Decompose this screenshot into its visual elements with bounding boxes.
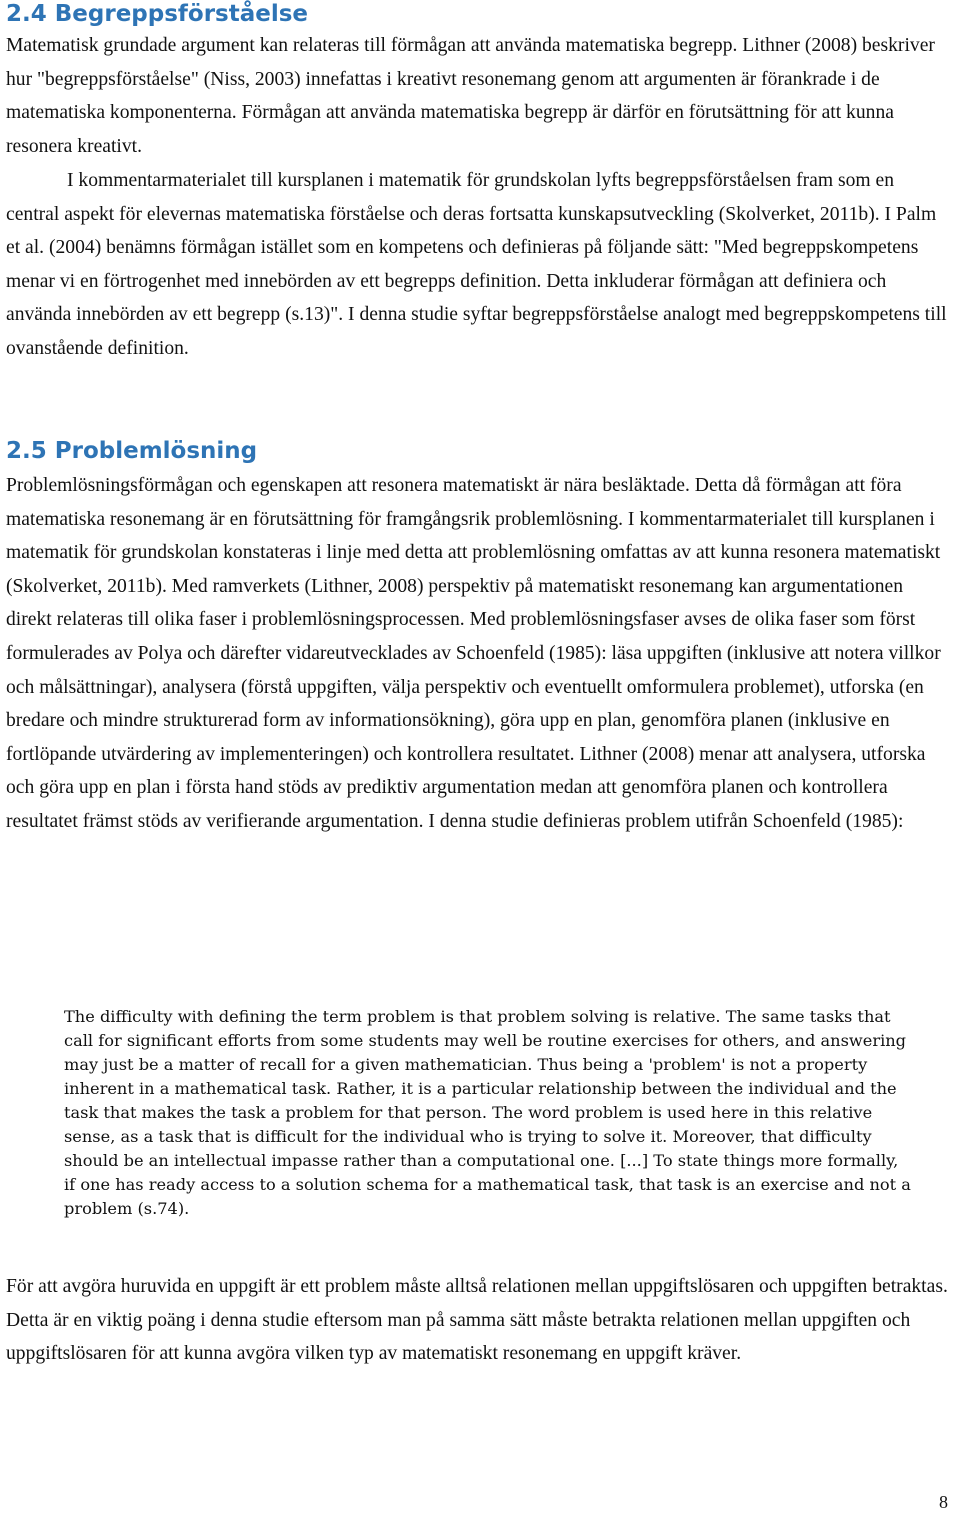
paragraph-begreppsforstaelse-intro: Matematisk grundade argument kan relateras till förmågan att använda matematiska begrepp. Lithner (2008) beskriver hur "begreppsförståelse" (Niss, 2003) innefattas i kreativt resonemang genom att argumenten är förankrade i de matematiska komponenterna. Förmågan att använda matematiska begrepp är därför en förutsättning för att kunna resonera kreativt. [6,35,935,157]
page-number: 8 [939,1492,948,1512]
section-heading-begreppsforstaelse: 2.4 Begreppsförståelse [6,1,309,27]
block-quote-schoenfeld: The difficulty with defining the term problem is that problem solving is relative. The same tasks that call for significant efforts from some students may well be routine exercises for others, and answering may just be a matter of recall for a given mathematician. Thus being a 'problem' is not a property inherent in a mathematical task. Rather, it is a particular relationship between the individual and the task that makes the task a problem for that person. The word problem is used here in this relative sense, as a task that is difficult for the individual who is trying to solve it. Moreover, that difficulty should be an intellectual impasse rather than a computational one. [...] To state things more formally, if one has ready access to a solution schema for a mathematical task, that task is an exercise and not a problem (s.74). [64,1007,911,1218]
paragraph-begreppsforstaelse-kommentar: I kommentarmaterialet till kursplanen i matematik för grundskolan lyfts begreppsförståelsen fram som en central aspekt för elevernas matematiska förståelse och deras fortsatta kunskapsutveckling (Skolverket, 2011b). I Palm et al. (2004) benämns förmågan istället som en kompetens och definieras på följande sätt: "Med begreppskompetens menar vi en förtrogenhet med innebörden av ett begrepps definition. Detta inkluderar förmågan att definiera och använda innebörden av ett begrepp (s.13)". I denna studie syftar begreppsförståelse analogt med begreppskompetens till ovanstående definition. [6,170,947,359]
paragraph-problemlosning-closing: För att avgöra huruvida en uppgift är ett problem måste alltså relationen mellan uppgiftslösaren och uppgiften betraktas. Detta är en viktig poäng i denna studie eftersom man på samma sätt måste betrakta relationen mellan uppgiften och uppgiftslösaren för att kunna avgöra vilken typ av matematiskt resonemang en uppgift kräver. [6,1276,948,1365]
section-heading-problemlosning: 2.5 Problemlösning [6,438,258,464]
paragraph-problemlosning-body: Problemlösningsförmågan och egenskapen att resonera matematiskt är nära besläktade. Detta då förmågan att föra matematiska resonemang är en förutsättning för framgångsrik problemlösning. I kommentarmaterialet till kursplanen i matematik för grundskolan konstateras i linje med detta att problemlösning omfattas av att kunna resonera matematiskt (Skolverket, 2011b). Med ramverkets (Lithner, 2008) perspektiv på matematiskt resonemang kan argumentationen direkt relateras till olika faser i problemlösningsprocessen. Med problemlösningsfaser avses de olika faser som först formulerades av Polya och därefter vidareutvecklades av Schoenfeld (1985): läsa uppgiften (inklusive att notera villkor och målsättningar), analysera (förstå uppgiften, välja perspektiv och eventuellt omformulera problemet), utforska (en bredare och mindre strukturerad form av informationsökning), göra upp en plan, genomföra planen (inklusive en fortlöpande utvärdering av implementeringen) och kontrollera resultatet. Lithner (2008) menar att analysera, utforska och göra upp en plan i första hand stöds av prediktiv argumentation medan att genomföra planen och kontrollera resultatet främst stöds av verifierande argumentation. I denna studie definieras problem utifrån Schoenfeld (1985): [6,475,941,832]
